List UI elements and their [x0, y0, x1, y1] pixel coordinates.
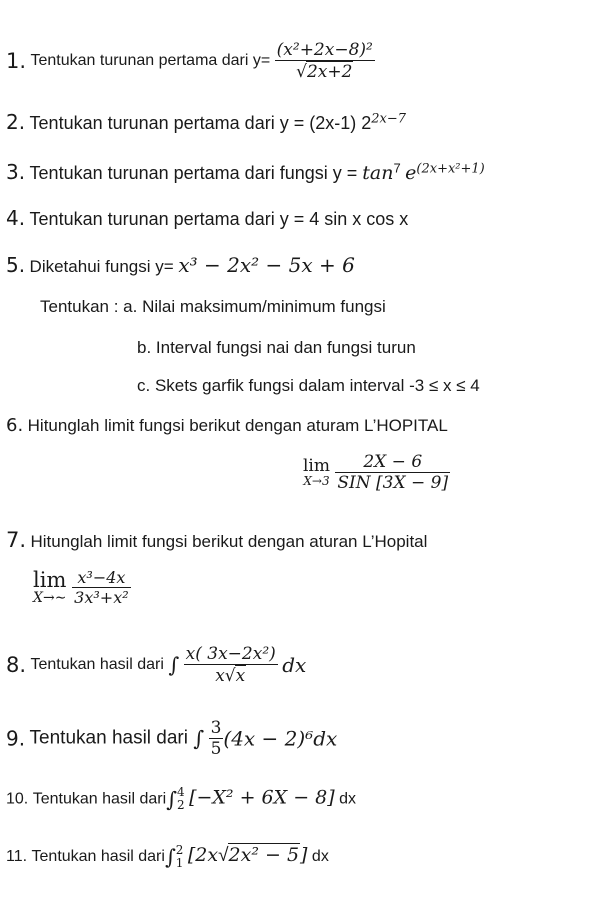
problem-number: 4. — [6, 206, 26, 230]
problem-9 — [6, 718, 337, 759]
sqrt-radicand: x — [235, 666, 246, 686]
limit-expression-6 — [303, 452, 450, 493]
limit-operator — [33, 570, 66, 605]
differential: dx — [311, 848, 329, 865]
problem-number: 10. — [6, 790, 29, 808]
lim-label: lim — [33, 568, 67, 592]
problem-7 — [6, 528, 427, 552]
problem-text: Tentukan turunan pertama dari fungsi y = — [29, 163, 363, 183]
integrand: [−X² + 6X − 8] — [189, 786, 335, 809]
power-base: 2 — [361, 113, 372, 133]
sqrt-radicand: 2x² − 5 — [228, 844, 300, 866]
lower-bound: 2 — [176, 798, 185, 813]
problem-number: 11. — [6, 848, 28, 865]
problem-number: 1. — [6, 49, 27, 73]
problem-number: 3. — [6, 160, 26, 184]
problem-text: Hitunglah limit fungsi berikut dengan aturam L’HOPITAL — [27, 416, 448, 435]
problem-number: 8. — [6, 653, 27, 677]
problem-text: Tentukan hasil dari — [32, 790, 167, 808]
limit-expression-7 — [33, 568, 131, 607]
problem-text: Tentukan hasil dari — [29, 727, 194, 749]
fraction — [275, 40, 375, 82]
tan-function: tan — [362, 162, 394, 184]
problem-10 — [6, 786, 356, 812]
sqrt-radicand: 2x+2 — [306, 62, 353, 82]
denominator: x√x — [215, 666, 246, 686]
problem-number: 6. — [6, 415, 24, 436]
numerator: 2X − 6 — [335, 452, 450, 473]
problem-text: Tentukan turunan pertama dari y= — [30, 52, 271, 69]
problem-text: Tentukan hasil dari — [30, 656, 169, 673]
upper-bound: 4 — [176, 785, 185, 799]
numerator: 3 — [210, 718, 222, 738]
problem-text: Tentukan turunan pertama dari y = 4 sin x cos x — [29, 209, 409, 229]
problem-6 — [6, 415, 448, 436]
problem-text: Tentukan hasil dari — [31, 848, 165, 865]
problem-number: 2. — [6, 110, 26, 134]
denominator: 5 — [210, 739, 222, 759]
problem-text: Tentukan turunan pertama dari y = (2x-1) — [29, 113, 362, 133]
tan-power: 7 — [393, 160, 401, 176]
numerator: x( 3x−2x²) — [185, 644, 276, 664]
problem-5-sub-c: c. Skets garfik fungsi dalam interval -3 ≤ x ≤ 4 — [137, 376, 480, 395]
lim-subscript: X→∼ — [33, 590, 67, 606]
limit-operator — [303, 458, 330, 487]
problem-3 — [6, 160, 485, 184]
denominator: 3x³+x² — [74, 588, 129, 607]
integral-sign: ∫ — [168, 653, 180, 678]
problem-5-sub-a: Tentukan : a. Nilai maksimum/minimum fungsi — [40, 297, 386, 316]
exp-base: e — [405, 162, 417, 184]
numerator: (x²+2x−8)² — [276, 40, 373, 60]
problem-text: Hitunglah limit fungsi berikut dengan aturan L’Hopital — [30, 532, 428, 551]
upper-bound: 2 — [175, 842, 184, 857]
problem-2 — [6, 110, 406, 134]
problem-11: 11. Tentukan hasil dari∫ 2 1 [2x√2x² − 5] dx — [6, 842, 329, 870]
polynomial: x³ − 2x² − 5x + 6 — [178, 253, 355, 277]
fraction — [209, 718, 224, 759]
fraction — [184, 644, 278, 686]
integral-sign: ∫ — [193, 726, 205, 751]
integral-sign: ∫ — [164, 845, 176, 869]
denominator: √2x+2 — [296, 62, 353, 82]
differential: dx — [282, 653, 307, 677]
integral-sign: ∫ — [166, 787, 177, 812]
exponent: 2x−7 — [371, 111, 407, 127]
numerator: x³−4x — [72, 568, 130, 588]
lower-bound: 1 — [175, 855, 184, 870]
differential: dx — [339, 790, 357, 808]
problem-text: Diketahui fungsi y= — [29, 257, 179, 276]
integrand-pre: [2x — [187, 844, 219, 866]
fraction — [72, 568, 130, 607]
integrand-post: ] — [300, 844, 308, 866]
integrand: (4x − 2)⁶dx — [223, 726, 338, 751]
lim-label: lim — [303, 456, 330, 476]
problem-number: 9. — [6, 726, 26, 751]
exp-exponent: (2x+x²+1) — [416, 161, 485, 177]
problem-4 — [6, 206, 408, 230]
problem-1 — [6, 40, 375, 82]
denominator: SIN [3X − 9] — [337, 473, 449, 493]
problem-5-sub-b: b. Interval fungsi nai dan fungsi turun — [137, 338, 416, 357]
problem-number: 5. — [6, 253, 26, 277]
lim-subscript: X→3 — [303, 474, 330, 488]
fraction — [335, 452, 450, 493]
problem-8 — [6, 644, 306, 686]
problem-number: 7. — [6, 528, 27, 552]
den-x: x — [215, 666, 225, 686]
problem-5 — [6, 253, 355, 277]
